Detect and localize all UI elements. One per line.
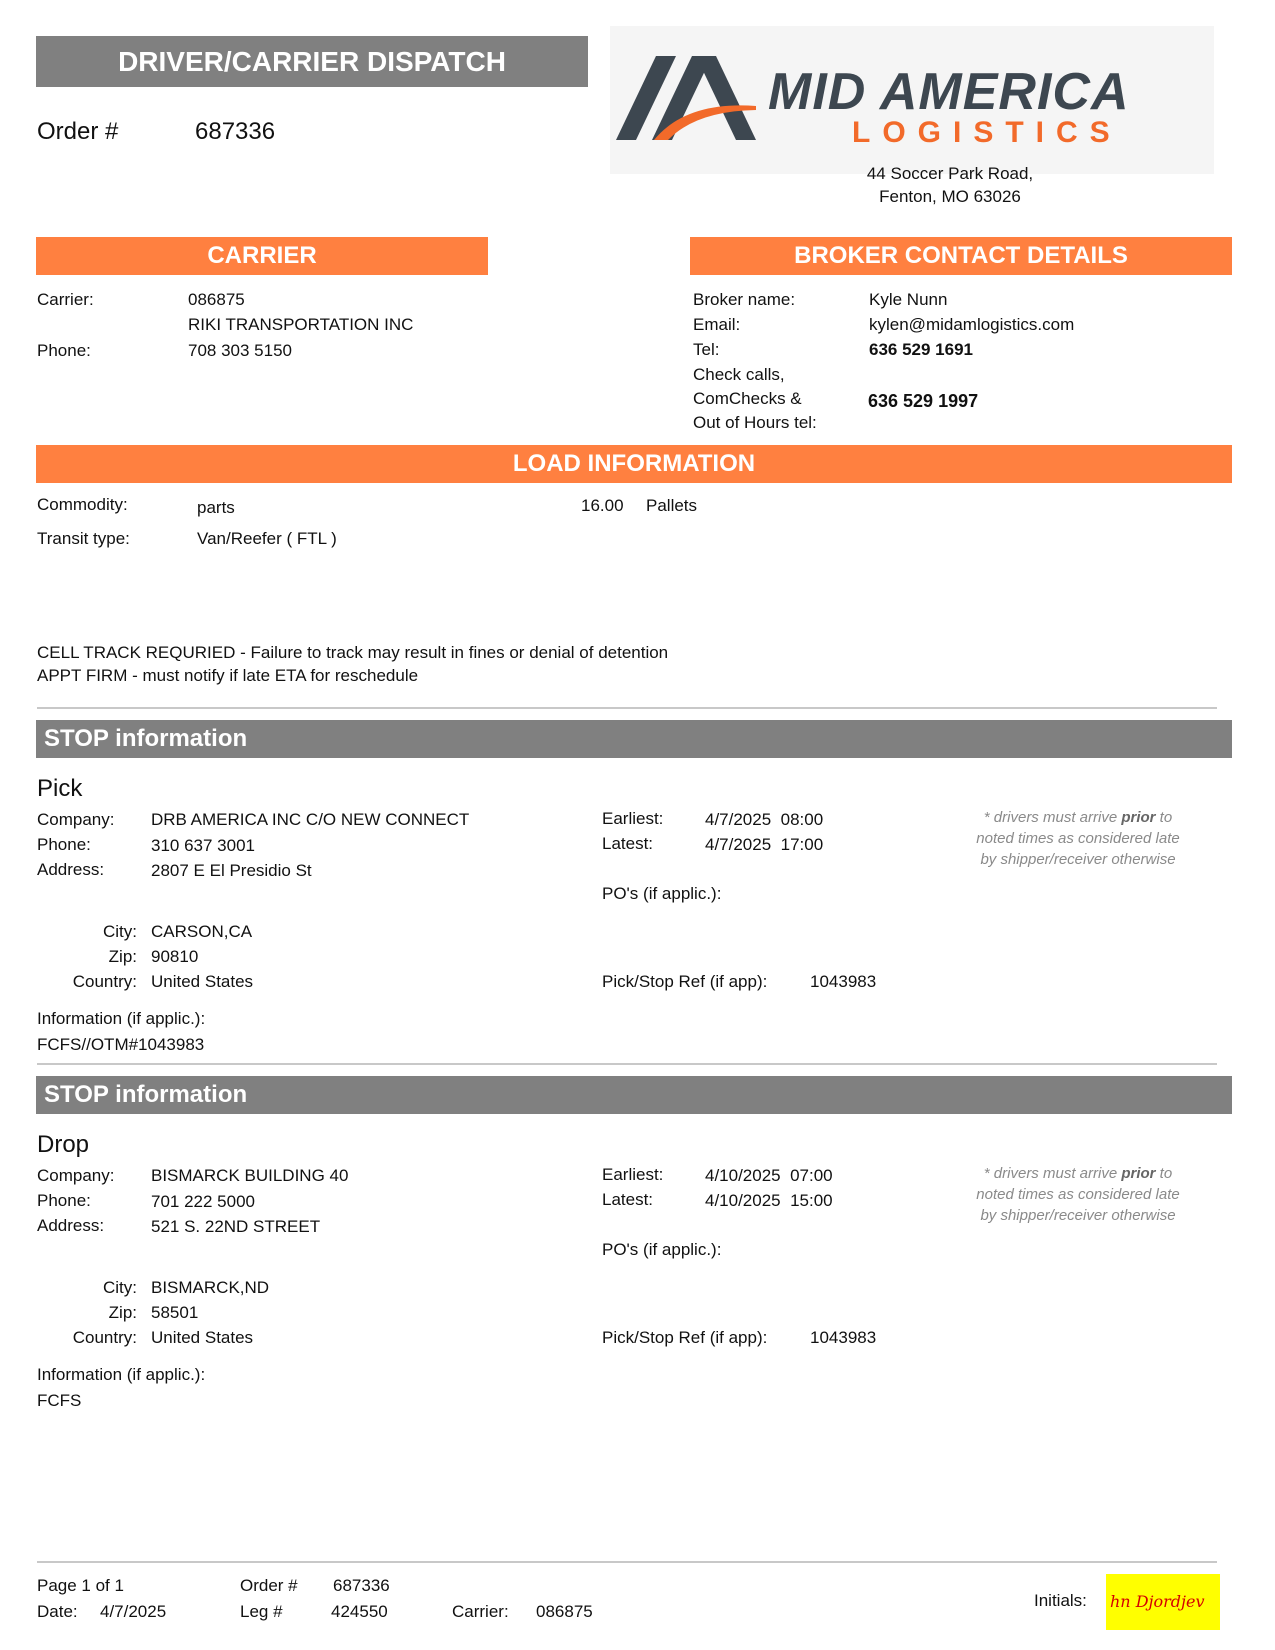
stop-info: FCFS//OTM#1043983 (37, 1035, 205, 1054)
stop-zip: 90810 (151, 947, 199, 966)
arrival-note (948, 807, 1208, 870)
dispatch-title-bar (36, 36, 588, 87)
address-label: Address: (37, 860, 105, 879)
stop-city: CARSON,CA (151, 922, 253, 941)
stop-ref: 1043983 (810, 1328, 877, 1347)
note-text: noted times as considered late (976, 1186, 1180, 1203)
initials-box[interactable] (1106, 1574, 1220, 1630)
stop-type: Drop (37, 1131, 90, 1158)
transit-label: Transit type: (37, 529, 130, 548)
divider (37, 707, 1217, 709)
stop-city: BISMARCK,ND (151, 1278, 270, 1297)
note-emphasis: prior (1121, 809, 1156, 826)
footer-order: 687336 (333, 1576, 390, 1595)
broker-heading: BROKER CONTACT DETAILS (794, 242, 1128, 269)
note-text: to (1159, 1165, 1173, 1182)
broker-name-label: Broker name: (693, 290, 796, 309)
load-note-1: CELL TRACK REQURIED - Failure to track may result in fines or denial of detention (37, 643, 669, 662)
stop-ref: 1043983 (810, 972, 877, 991)
footer-carrier: 086875 (536, 1602, 593, 1621)
country-label: Country: (72, 1328, 137, 1347)
stop-address: 2807 E El Presidio St (151, 861, 312, 880)
carrier-name: RIKI TRANSPORTATION INC (188, 315, 414, 334)
zip-label: Zip: (108, 947, 137, 966)
phone-label: Phone: (37, 1191, 91, 1210)
carrier-phone: 708 303 5150 (188, 341, 292, 360)
broker-tel: 636 529 1691 (869, 340, 973, 359)
broker-tel-label: Tel: (693, 340, 720, 359)
load-heading: LOAD INFORMATION (512, 450, 756, 477)
company-label: Company: (37, 1166, 115, 1185)
initials-signature: hn Djordjev (1110, 1592, 1205, 1611)
stop-zip: 58501 (151, 1303, 199, 1322)
stop-country: United States (151, 972, 254, 991)
stop-phone: 310 637 3001 (151, 836, 255, 855)
address-label: Address: (37, 1216, 105, 1235)
broker-heading-bar (690, 237, 1232, 275)
footer-divider (37, 1561, 1217, 1563)
page-indicator: Page 1 of 1 (37, 1576, 124, 1595)
note-text: * drivers must arrive (983, 1165, 1118, 1182)
transit-value: Van/Reefer ( FTL ) (197, 529, 337, 548)
logo-mark-icon (616, 56, 766, 156)
footer-leg-label: Leg # (240, 1602, 283, 1621)
note-text: to (1159, 809, 1173, 826)
earliest-label: Earliest: (602, 1165, 664, 1184)
note-text: by shipper/receiver otherwise (980, 851, 1176, 868)
carrier-id: 086875 (188, 290, 245, 309)
arrival-note (948, 1163, 1208, 1226)
stop-type: Pick (37, 775, 83, 802)
zip-label: Zip: (108, 1303, 137, 1322)
check-calls-label-2: ComChecks & (693, 389, 802, 408)
broker-email-label: Email: (693, 315, 741, 334)
pos-label: PO's (if applic.): (602, 1240, 722, 1259)
stop-info: FCFS (37, 1391, 82, 1410)
commodity-value: parts (197, 498, 235, 517)
company-address-line1: 44 Soccer Park Road, (866, 164, 1034, 183)
footer-leg: 424550 (331, 1602, 388, 1621)
stop-latest: 4/10/2025 15:00 (705, 1191, 833, 1210)
logo-subtitle: LOGISTICS (852, 116, 1122, 149)
earliest-label: Earliest: (602, 809, 664, 828)
stop-address: 521 S. 22ND STREET (151, 1217, 321, 1236)
stop-company: DRB AMERICA INC C/O NEW CONNECT (151, 810, 470, 829)
stop-heading-bar (36, 1076, 1232, 1114)
company-logo (610, 26, 1214, 174)
stop-earliest: 4/7/2025 08:00 (705, 810, 824, 829)
broker-name: Kyle Nunn (869, 290, 948, 309)
ref-label: Pick/Stop Ref (if app): (602, 972, 768, 991)
carrier-heading: CARRIER (207, 242, 317, 269)
phone-label: Phone: (37, 835, 91, 854)
broker-email[interactable]: kylen@midamlogistics.com (869, 315, 1075, 334)
carrier-phone-label: Phone: (37, 341, 91, 360)
check-calls-tel: 636 529 1997 (868, 391, 979, 411)
load-unit: Pallets (646, 496, 698, 515)
check-calls-label-1: Check calls, (693, 365, 785, 384)
note-text: by shipper/receiver otherwise (980, 1207, 1176, 1224)
latest-label: Latest: (602, 834, 654, 853)
note-emphasis: prior (1121, 1165, 1156, 1182)
note-text: noted times as considered late (976, 830, 1180, 847)
logo-name: MID AMERICA (768, 63, 1130, 121)
stop-country: United States (151, 1328, 254, 1347)
stop-phone: 701 222 5000 (151, 1192, 255, 1211)
ref-label: Pick/Stop Ref (if app): (602, 1328, 768, 1347)
order-number: 687336 (195, 118, 276, 145)
footer-carrier-label: Carrier: (452, 1602, 509, 1621)
city-label: City: (103, 922, 137, 941)
stop-heading: STOP information (44, 1081, 248, 1108)
divider (37, 1063, 1217, 1065)
carrier-heading-bar (36, 237, 488, 275)
footer-date: 4/7/2025 (100, 1602, 167, 1621)
note-text: * drivers must arrive (983, 809, 1118, 826)
city-label: City: (103, 1278, 137, 1297)
order-label: Order # (37, 118, 119, 145)
load-heading-bar (36, 445, 1232, 483)
latest-label: Latest: (602, 1190, 654, 1209)
footer-order-label: Order # (240, 1576, 298, 1595)
footer-date-label: Date: (37, 1602, 78, 1621)
dispatch-title: DRIVER/CARRIER DISPATCH (118, 46, 506, 77)
stop-earliest: 4/10/2025 07:00 (705, 1166, 833, 1185)
stop-latest: 4/7/2025 17:00 (705, 835, 824, 854)
info-label: Information (if applic.): (37, 1365, 206, 1384)
stop-heading: STOP information (44, 725, 248, 752)
pos-label: PO's (if applic.): (602, 884, 722, 903)
company-address-line2: Fenton, MO 63026 (879, 187, 1021, 206)
commodity-label: Commodity: (37, 495, 128, 514)
check-calls-label-3: Out of Hours tel: (693, 413, 817, 432)
load-quantity: 16.00 (581, 496, 624, 515)
initials-label: Initials: (1034, 1591, 1087, 1610)
stop-company: BISMARCK BUILDING 40 (151, 1166, 349, 1185)
load-note-2: APPT FIRM - must notify if late ETA for reschedule (37, 666, 419, 685)
company-label: Company: (37, 810, 115, 829)
info-label: Information (if applic.): (37, 1009, 206, 1028)
carrier-label: Carrier: (37, 290, 94, 309)
stop-heading-bar (36, 720, 1232, 758)
country-label: Country: (72, 972, 137, 991)
